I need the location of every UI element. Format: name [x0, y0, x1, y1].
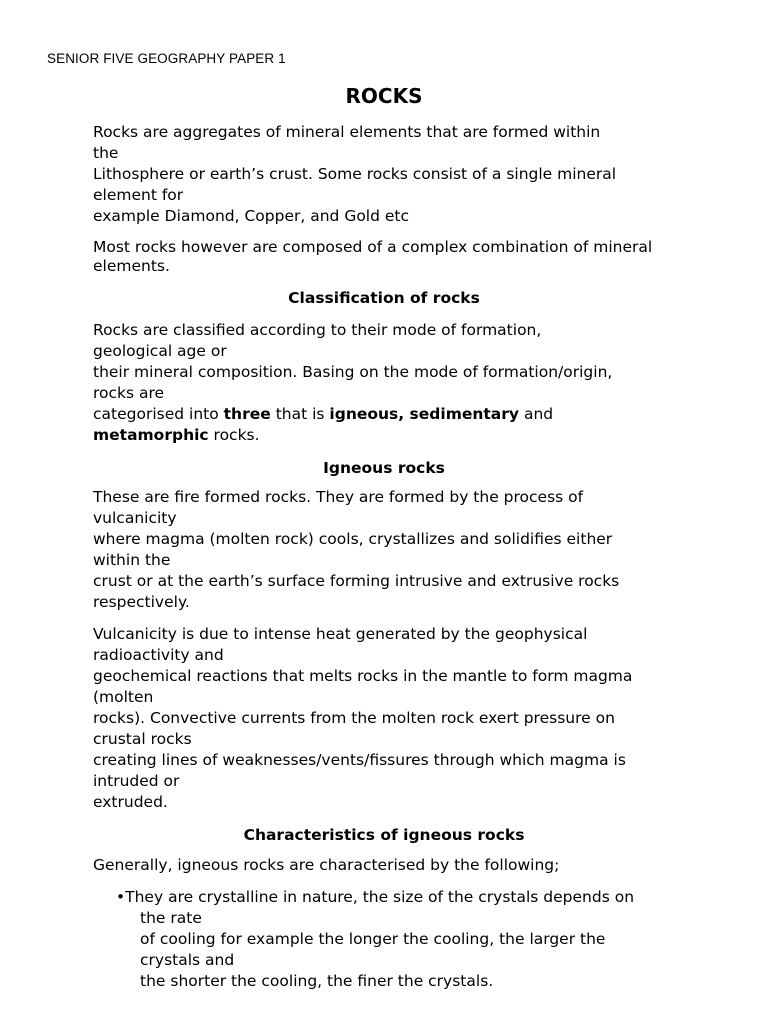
section-heading-characteristics: Characteristics of igneous rocks — [243, 826, 525, 844]
text-line: of cooling for example the longer the cooling, the larger the — [140, 930, 606, 948]
text-span: that is — [270, 405, 330, 423]
text-line: (molten — [93, 688, 154, 706]
text-line: their mineral composition. Basing on the mode of formation/origin, — [93, 363, 613, 381]
section-heading-igneous: Igneous rocks — [323, 459, 445, 477]
text-line: geochemical reactions that melts rocks in the mantle to form magma — [93, 667, 633, 685]
bold-text: three — [223, 405, 271, 423]
text-line: creating lines of weaknesses/vents/fissures through which magma is — [93, 751, 626, 769]
classification-paragraph — [93, 320, 612, 446]
text-line: Vulcanicity is due to intense heat generated by the geophysical — [93, 625, 588, 643]
text-line: the shorter the cooling, the finer the crystals. — [140, 972, 494, 990]
text-line: rocks are — [93, 384, 165, 402]
text-line: the — [93, 144, 119, 162]
text-line — [93, 404, 612, 425]
document-header: SENIOR FIVE GEOGRAPHY PAPER 1 — [47, 51, 286, 66]
text-line: the rate — [140, 909, 202, 927]
text-line: rocks). Convective currents from the molten rock exert pressure on — [93, 709, 615, 727]
text-line: crust or at the earth’s surface forming intrusive and extrusive rocks — [93, 572, 620, 590]
section-heading-classification: Classification of rocks — [288, 289, 480, 307]
text-line — [93, 425, 612, 446]
text-span: categorised into — [93, 405, 224, 423]
characteristics-intro — [93, 855, 559, 876]
page-title: ROCKS — [345, 84, 423, 108]
igneous-paragraph-2 — [93, 624, 632, 813]
text-line: radioactivity and — [93, 646, 224, 664]
text-line: Rocks are aggregates of mineral elements that are formed within — [93, 123, 601, 141]
text-line: These are fire formed rocks. They are formed by the process of — [93, 488, 584, 506]
text-line: intruded or — [93, 772, 180, 790]
text-line: elements. — [93, 257, 170, 275]
text-line: extruded. — [93, 793, 168, 811]
intro-paragraph — [93, 122, 616, 227]
text-line: example Diamond, Copper, and Gold etc — [93, 207, 410, 225]
text-line: •They are crystalline in nature, the size of the crystals depends on — [116, 888, 635, 906]
intro-paragraph-2 — [93, 238, 652, 276]
bullet-item — [116, 887, 634, 992]
text-line: Rocks are classified according to their mode of formation, — [93, 321, 542, 339]
text-line: Lithosphere or earth’s crust. Some rocks consist of a single mineral — [93, 165, 617, 183]
bold-text: metamorphic — [93, 426, 209, 444]
text-line: respectively. — [93, 593, 190, 611]
text-span: rocks. — [208, 426, 260, 444]
text-line: crustal rocks — [93, 730, 192, 748]
text-line: within the — [93, 551, 171, 569]
text-line: Generally, igneous rocks are characterised by the following; — [93, 856, 560, 874]
text-line: Most rocks however are composed of a complex combination of mineral — [93, 238, 653, 256]
text-line: crystals and — [140, 951, 235, 969]
bold-text: igneous, sedimentary — [329, 405, 520, 423]
text-line: vulcanicity — [93, 509, 177, 527]
text-line: geological age or — [93, 342, 227, 360]
text-span: and — [519, 405, 554, 423]
text-line: where magma (molten rock) cools, crystallizes and solidifies either — [93, 530, 613, 548]
text-line: element for — [93, 186, 184, 204]
igneous-paragraph-1 — [93, 487, 619, 613]
